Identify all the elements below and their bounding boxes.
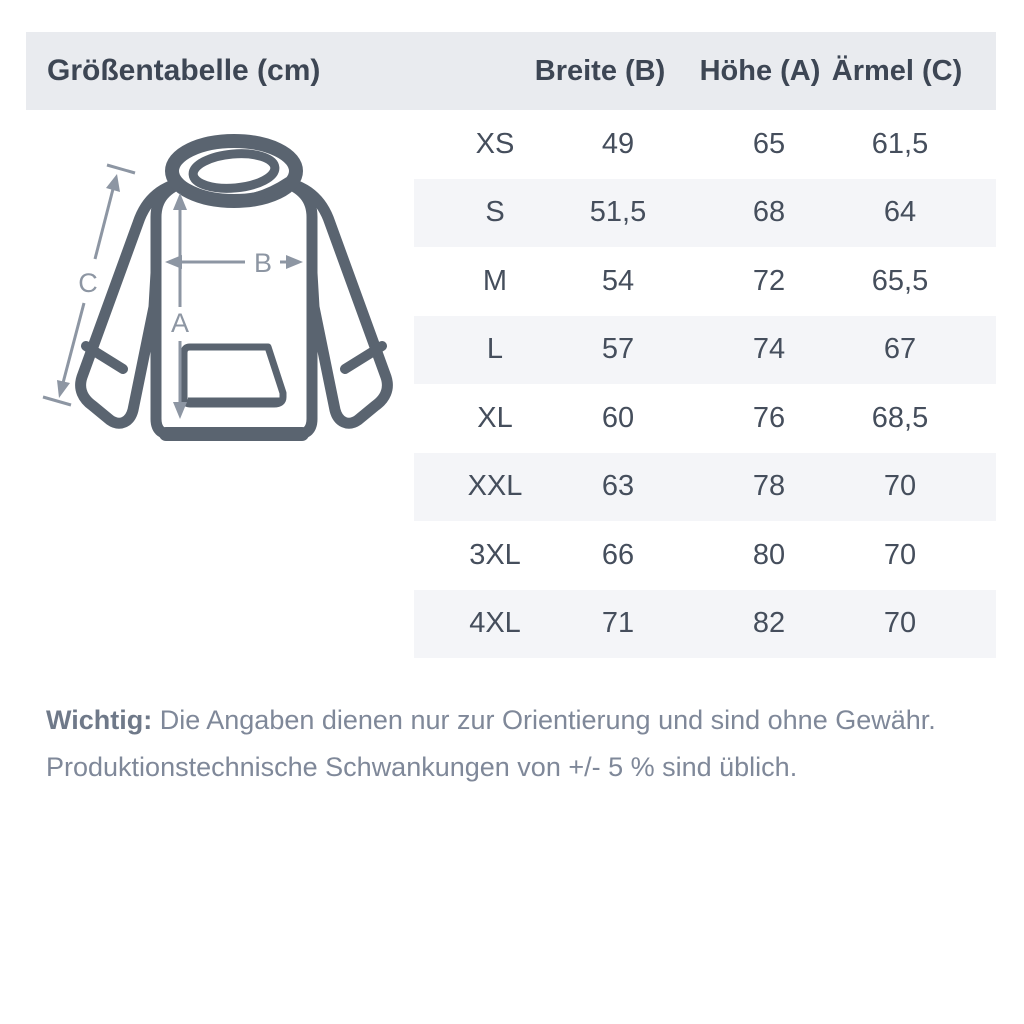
size-cell: XL bbox=[477, 401, 513, 434]
aermel-cell: 68,5 bbox=[871, 401, 929, 434]
aermel-cell: 70 bbox=[883, 470, 917, 503]
size-cell: M bbox=[482, 264, 508, 297]
breite-cell: 49 bbox=[601, 127, 635, 160]
table-row bbox=[414, 110, 996, 179]
size-cell: S bbox=[485, 196, 505, 229]
size-cell: XXL bbox=[467, 470, 523, 503]
column-header-hoehe: Höhe (A) bbox=[699, 54, 821, 87]
header-band bbox=[26, 32, 996, 110]
breite-cell: 60 bbox=[601, 401, 635, 434]
hoehe-cell: 74 bbox=[752, 333, 786, 366]
hoodie-diagram-icon bbox=[40, 125, 420, 460]
important-note-text: Die Angaben dienen nur zur Orientierung und sind ohne Gewähr. Produktionstechnische Schwankungen von +/- 5 % sind üblich. bbox=[46, 705, 936, 782]
hood-opening bbox=[192, 150, 277, 191]
aermel-cell: 65,5 bbox=[871, 264, 929, 297]
breite-cell: 71 bbox=[601, 607, 635, 640]
table-row bbox=[414, 521, 996, 590]
breite-cell: 51,5 bbox=[589, 196, 647, 229]
breite-cell: 66 bbox=[601, 538, 635, 571]
important-note bbox=[46, 697, 976, 791]
aermel-cell: 70 bbox=[883, 607, 917, 640]
size-table bbox=[414, 110, 996, 658]
hoehe-cell: 65 bbox=[752, 127, 786, 160]
page-title: Größentabelle (cm) bbox=[47, 54, 321, 87]
hoehe-cell: 82 bbox=[752, 607, 786, 640]
table-row bbox=[414, 179, 996, 248]
dimension-c-end-tick bbox=[43, 397, 71, 405]
arrowhead-upright-icon bbox=[106, 174, 120, 192]
pocket-outline bbox=[184, 347, 283, 404]
dimension-c-line bbox=[95, 189, 113, 259]
column-headers bbox=[414, 32, 996, 110]
aermel-cell: 64 bbox=[883, 196, 917, 229]
hoehe-cell: 76 bbox=[752, 401, 786, 434]
dimension-label-c: C bbox=[78, 268, 98, 298]
table-row bbox=[414, 453, 996, 522]
table-row bbox=[414, 384, 996, 453]
breite-cell: 63 bbox=[601, 470, 635, 503]
dimension-c-end-tick bbox=[107, 165, 135, 173]
hoehe-cell: 72 bbox=[752, 264, 786, 297]
hoehe-cell: 68 bbox=[752, 196, 786, 229]
arrowhead-downleft-icon bbox=[57, 380, 70, 398]
hoehe-cell: 78 bbox=[752, 470, 786, 503]
breite-cell: 57 bbox=[601, 333, 635, 366]
column-header-aermel: Ärmel (C) bbox=[831, 54, 963, 87]
dimension-label-a: A bbox=[170, 308, 190, 338]
table-row bbox=[414, 316, 996, 385]
column-header-breite: Breite (B) bbox=[534, 54, 666, 87]
aermel-cell: 67 bbox=[883, 333, 917, 366]
size-cell: L bbox=[486, 333, 504, 366]
dimension-label-b: B bbox=[253, 248, 273, 278]
size-cell: XS bbox=[475, 127, 515, 160]
table-row bbox=[414, 590, 996, 659]
table-row bbox=[414, 247, 996, 316]
important-note-label: Wichtig: bbox=[46, 705, 153, 735]
breite-cell: 54 bbox=[601, 264, 635, 297]
size-cell: 4XL bbox=[469, 607, 521, 640]
aermel-cell: 61,5 bbox=[871, 127, 929, 160]
hoehe-cell: 80 bbox=[752, 538, 786, 571]
aermel-cell: 70 bbox=[883, 538, 917, 571]
size-cell: 3XL bbox=[469, 538, 521, 571]
